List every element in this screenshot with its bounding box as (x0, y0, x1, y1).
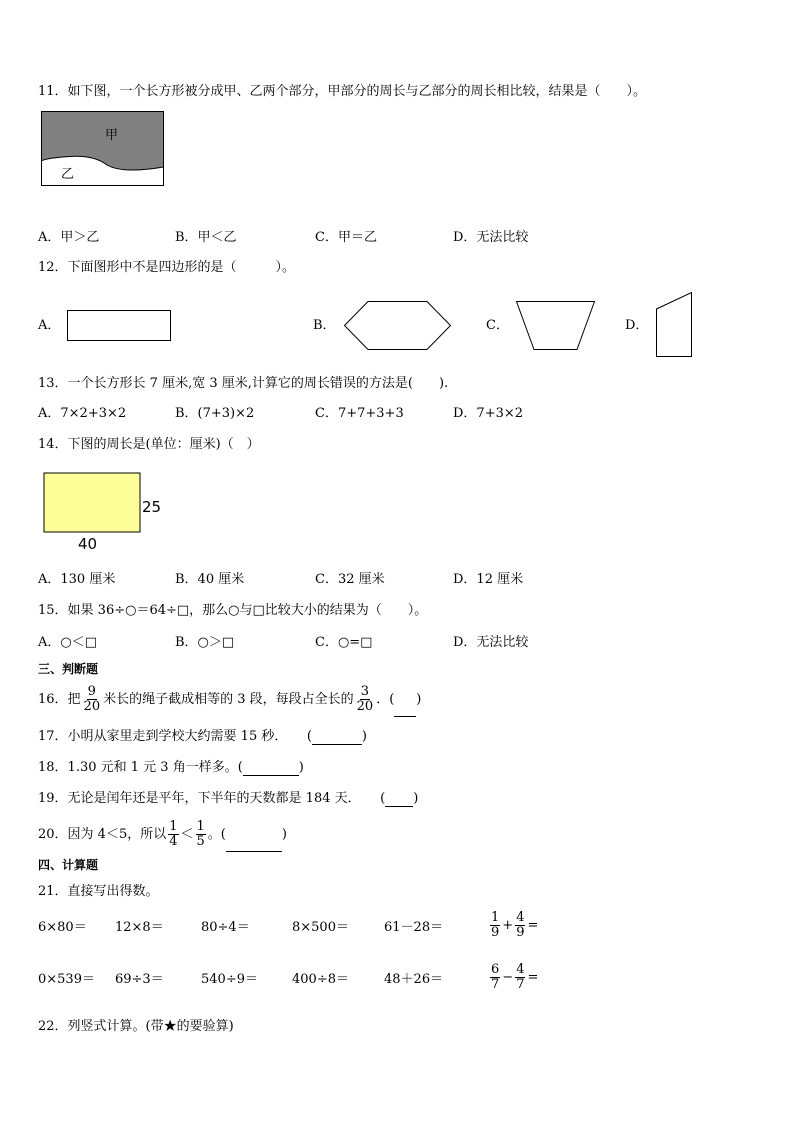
q21-item-r1c2: 12×8＝ (115, 920, 164, 935)
q15-text: 15．如果 36÷○＝64÷□，那么○与□比较大小的结果为（ ）。 (38, 603, 428, 618)
q21-text: 21．直接写出得数。 (38, 884, 159, 899)
q14-label-side: 25 (142, 498, 162, 516)
q16-f2-num: 3 (360, 684, 370, 699)
q14-rectangle (44, 473, 140, 532)
section-heading-judgment: 三、判断题 (38, 662, 99, 676)
q18-text: 18．1.30 元和 1 元 3 角一样多。( (38, 760, 243, 775)
q14-figure (43, 472, 173, 556)
q21-item-r1c4: 8×500＝ (292, 920, 349, 935)
q19-line (38, 791, 418, 807)
q18-answer-blank[interactable] (243, 762, 299, 776)
q17-text: 17．小明从家里走到学校大约需要 15 秒． ( (38, 729, 312, 744)
q14-option-c: C．32 厘米 (315, 572, 385, 587)
q13-option-b: B．(7+3)×2 (175, 406, 255, 421)
q20-less-than: ＜ (180, 827, 194, 842)
q16-post: ．( (376, 692, 395, 707)
q15-option-a: A．○＜□ (38, 635, 98, 650)
q22-text: 22．列竖式计算。(带★的要验算) (38, 1019, 234, 1034)
q13-option-d: D．7+3×2 (453, 406, 524, 421)
q20-post: 。( (207, 827, 226, 842)
q12-right-trapezoid-shape (656, 292, 694, 358)
q12-option-a: A． (38, 318, 61, 333)
q12-text: 12．下面图形中不是四边形的是（ ）。 (38, 260, 296, 275)
q12-hexagon-shape (344, 301, 452, 351)
q21-frac1-a-den: 9 (491, 925, 500, 940)
q15-option-c: C．○=□ (315, 635, 373, 650)
q15-option-b: B．○＞□ (175, 635, 235, 650)
q14-option-b: B．40 厘米 (175, 572, 245, 587)
q21-frac2-a (490, 963, 500, 992)
q11-label-yi: 乙 (61, 167, 75, 182)
q21-item-r2c1: 0×539＝ (38, 972, 95, 987)
q20-pre: 20．因为 4＜5，所以 (38, 827, 167, 842)
q21-frac2-a-num: 6 (491, 962, 500, 977)
q13-option-a: A．7×2+3×2 (38, 406, 127, 421)
q21-item-r1c6 (488, 908, 538, 944)
q21-frac2-a-den: 7 (491, 977, 500, 992)
q18-line (38, 760, 304, 776)
q11-figure (41, 111, 165, 187)
q21-frac2-b-den: 7 (516, 977, 525, 992)
q20-f2-num: 1 (196, 819, 205, 834)
q20-answer-blank[interactable] (226, 838, 282, 852)
q19-close-paren: ) (413, 791, 419, 806)
q16-fraction-1 (83, 685, 102, 714)
q16-mid: 米长的绳子截成相等的 3 段，每段占全长的 (103, 692, 354, 707)
q21-frac1-b-num: 4 (516, 910, 525, 925)
q16-answer-blank[interactable] (394, 703, 416, 717)
q21-item-r1c5: 61－28＝ (384, 920, 444, 935)
q21-frac1-a (490, 911, 500, 940)
q20-f1-num: 1 (169, 819, 178, 834)
q16-line (38, 683, 421, 717)
q21-frac1-b-den: 9 (516, 925, 525, 940)
q20-f2-den: 5 (196, 834, 205, 849)
q16-f1-num: 9 (87, 684, 96, 699)
q21-item-r2c5: 48＋26＝ (384, 972, 444, 987)
q12-option-c: C． (486, 318, 509, 333)
q17-close-paren: ) (361, 729, 367, 744)
q19-text: 19．无论是闰年还是平年，下半年的天数都是 184 天． ( (38, 791, 386, 806)
q20-close-paren: ) (281, 827, 287, 842)
q14-text: 14．下图的周长是(单位：厘米)（ ） (38, 437, 260, 452)
q12-option-d: D． (625, 318, 649, 333)
q11-option-c: C．甲＝乙 (315, 230, 377, 245)
q11-text: 11．如下图，一个长方形被分成甲、乙两个部分，甲部分的周长与乙部分的周长相比较，结果是（ ）。 (38, 84, 647, 99)
q17-answer-blank[interactable] (312, 731, 362, 745)
q12-rectangle-shape (67, 310, 172, 342)
q21-frac2-eq: = (527, 970, 539, 985)
q16-fraction-2 (356, 685, 375, 714)
section-heading-calculation: 四、计算题 (38, 858, 99, 872)
q21-frac2-b-num: 4 (516, 962, 525, 977)
q20-fraction-1 (168, 820, 178, 849)
q21-frac1-eq: = (527, 918, 539, 933)
q21-item-r2c3: 540÷9＝ (201, 972, 258, 987)
q21-frac2-b (515, 963, 525, 992)
q21-frac1-b (515, 911, 525, 940)
q12-trapezoid-shape (516, 301, 596, 351)
q12-option-b: B． (313, 318, 336, 333)
q14-label-bottom: 40 (78, 535, 98, 553)
q16-f1-den: 20 (83, 699, 101, 714)
q16-close-paren: ) (416, 692, 422, 707)
q18-close-paren: ) (298, 760, 304, 775)
q13-text: 13．一个长方形长 7 厘米,宽 3 厘米,计算它的周长错误的方法是( ). (38, 376, 449, 391)
q20-fraction-2 (196, 820, 206, 849)
q21-item-r1c1: 6×80＝ (38, 920, 87, 935)
q13-option-c: C．7+7+3+3 (315, 406, 404, 421)
q21-item-r1c3: 80÷4＝ (201, 920, 250, 935)
q19-answer-blank[interactable] (385, 793, 413, 807)
q17-line (38, 729, 367, 745)
q21-frac2-op: − (502, 970, 514, 985)
q21-item-r2c2: 69÷3＝ (115, 972, 164, 987)
q11-option-b: B．甲＜乙 (175, 230, 237, 245)
q15-option-d: D．无法比较 (453, 635, 529, 650)
q16-f2-den: 20 (356, 699, 374, 714)
q11-option-d: D．无法比较 (453, 230, 529, 245)
q21-frac1-a-num: 1 (491, 910, 500, 925)
q21-item-r2c6 (488, 960, 538, 996)
q11-label-jia: 甲 (105, 128, 119, 143)
q20-line (38, 818, 287, 852)
q16-pre: 16．把 (38, 692, 81, 707)
q21-frac1-op: + (502, 918, 514, 933)
q20-f1-den: 4 (169, 834, 178, 849)
q21-item-r2c4: 400÷8＝ (292, 972, 349, 987)
q14-option-d: D．12 厘米 (453, 572, 524, 587)
q11-option-a: A．甲＞乙 (38, 230, 100, 245)
q14-option-a: A．130 厘米 (38, 572, 116, 587)
